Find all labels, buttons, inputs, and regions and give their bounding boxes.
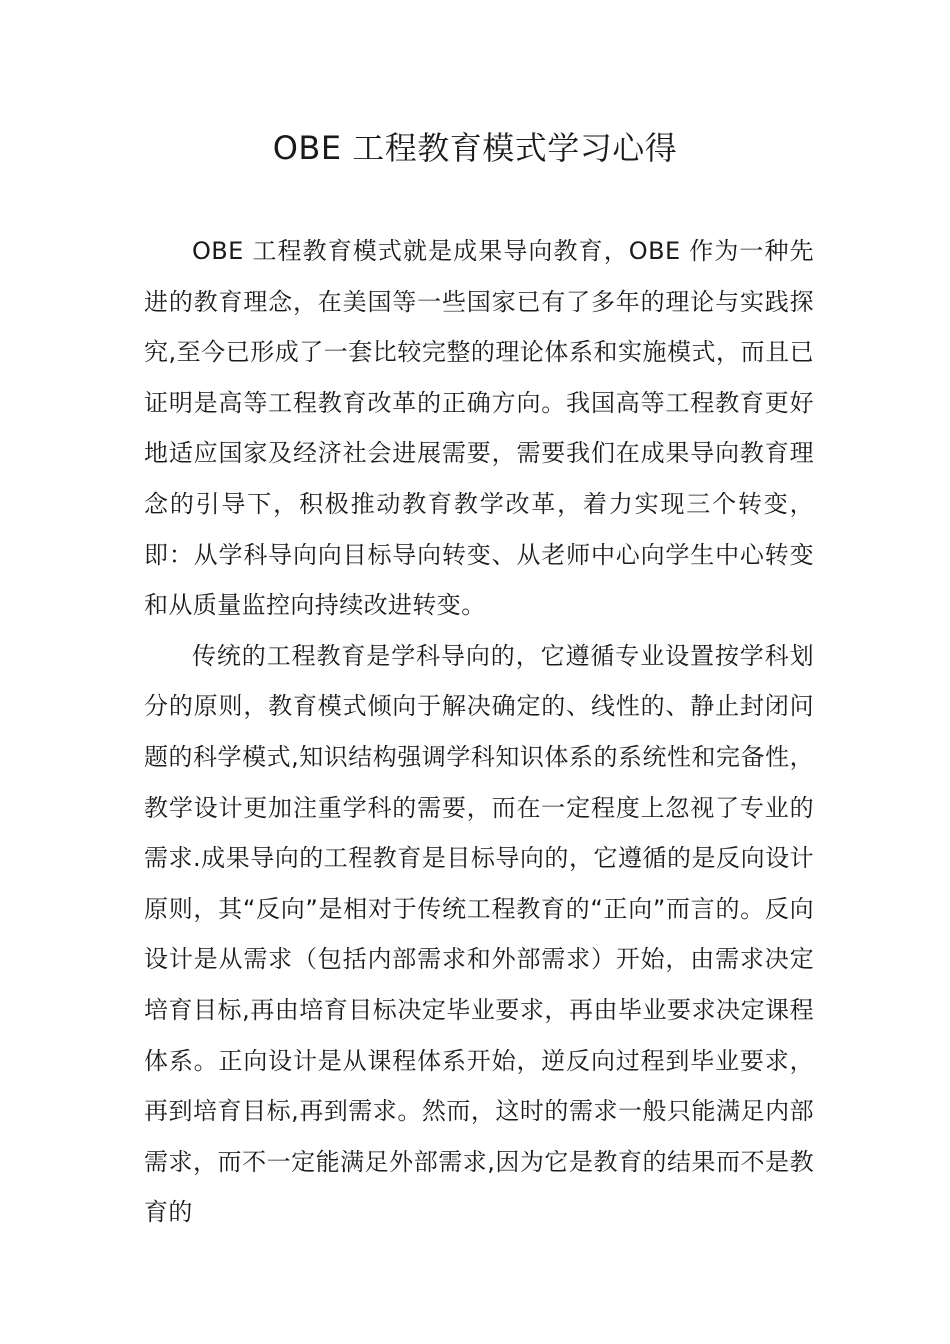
- paragraph-2: 传统的工程教育是学科导向的，它遵循专业设置按学科划分的原则，教育模式倾向于解决确定的、线性的、静止封闭问题的科学模式,知识结构强调学科知识体系的系统性和完备性，教学设计更加注重学科的需要，而在一定程度上忽视了专业的需求.成果导向的工程教育是目标导向的，它遵循的是反向设计原则，其“反向”是相对于传统工程教育的“正向”而言的。反向设计是从需求（包括内部需求和外部需求）开始，由需求决定培育目标,再由培育目标决定毕业要求，再由毕业要求决定课程体系。正向设计是从课程体系开始，逆反向过程到毕业要求，再到培育目标,再到需求。然而，这时的需求一般只能满足内部需求，而不一定能满足外部需求,因为它是教育的结果而不是教育的: [144, 641, 814, 1227]
- document-title: OBE 工程教育模式学习心得: [272, 129, 678, 167]
- document-body: [144, 226, 814, 1238]
- paragraph-1: OBE 工程教育模式就是成果导向教育，OBE 作为一种先进的教育理念，在美国等一些国家已有了多年的理论与实践探究,至今已形成了一套比较完整的理论体系和实施模式，而且已证明是高等工程教育改革的正确方向。我国高等工程教育更好地适应国家及经济社会进展需要，需要我们在成果导向教育理念的引导下，积极推动教育教学改革，着力实现三个转变，即：从学科导向向目标导向转变、从老师中心向学生中心转变和从质量监控向持续改进转变。: [144, 237, 814, 620]
